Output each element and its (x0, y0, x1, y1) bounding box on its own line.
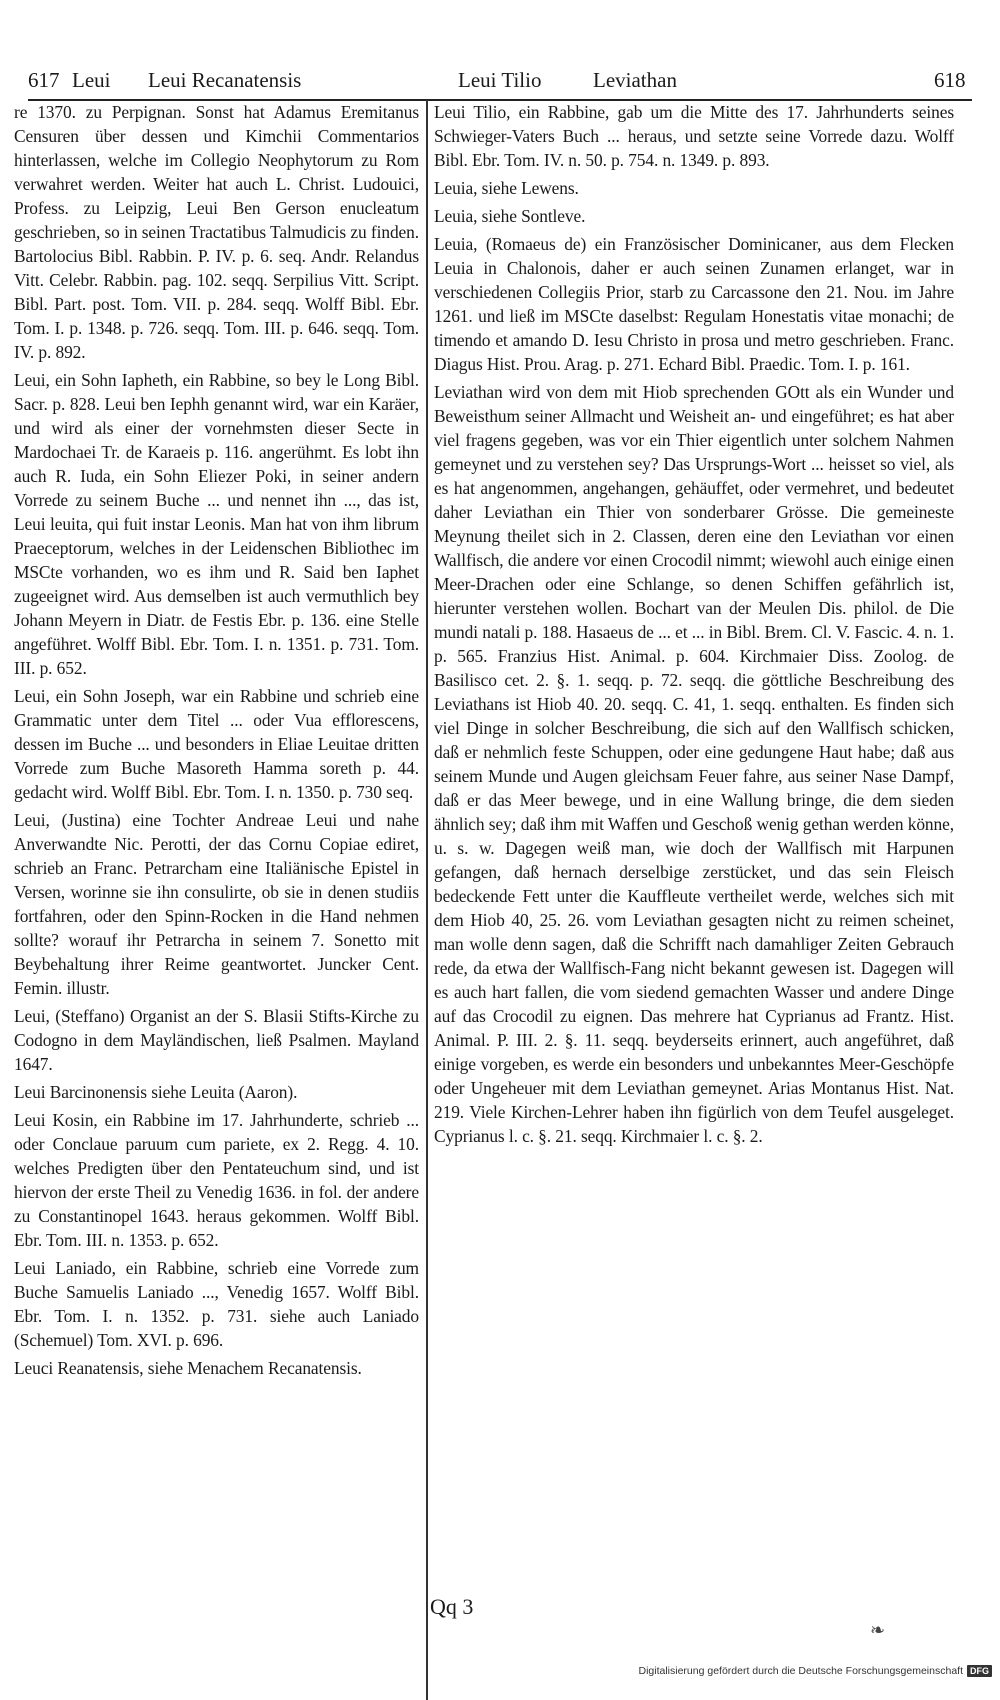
credit-text: Digitalisierung gefördert durch die Deutsche Forschungsgemeinschaft (638, 1665, 963, 1677)
entry-leui-laniado: Leui Laniado, ein Rabbine, schrieb eine Vorrede zum Buche Samuelis Laniado ..., Venedig 1657. Wolff Bibl. Ebr. Tom. I. n. 1352. p. 731. siehe auch Laniado (Schemuel) Tom. XVI. p. 696. (14, 1258, 419, 1350)
entry-leui-iapheth: Leui, ein Sohn Iapheth, ein Rabbine, so bey le Long Bibl. Sacr. p. 828. Leui ben Iephh genannt wird, war ein Karäer, und wird als einer der vornehmsten dieser Secte in Mardochaei Tr. de Karaeis p. 116. angerühmt. Es lobt ihn auch R. Iuda, ein Sohn Eliezer Poki, in seiner andern Vorrede zu seinem Buche ... und nennet ihn ..., das ist, Leui leuita, qui fuit instar Leonis. Man hat von ihm librum Praeceptorum, welches in der Leidenschen Bibliothec im MSCte vorhanden, wo es ihm und R. Said ben Iaphet zugeeignet wird. Aus demselben ist auch vermuthlich bey Johann Meyern in Diatr. de Festis Ebr. p. 136. eine Stelle angeführet. Wolff Bibl. Ebr. Tom. I. n. 1351. p. 731. Tom. III. p. 652. (14, 370, 419, 678)
digitization-credit (638, 1663, 992, 1679)
running-header (28, 64, 972, 98)
right-column (434, 100, 954, 1150)
header-keyword-leviathan: Leviathan (593, 68, 677, 92)
entry-continuation: re 1370. zu Perpignan. Sonst hat Adamus Eremitanus Censuren über dessen und Kimchii Commentarios hinterlassen, welche im Collegio Neophytorum zu Rom verwahret werden. Weiter hat auch L. Christ. Ludouici, Profess. zu Leipzig, Leui Ben Gerson enucleatum geschrieben, so in seinen Tractatibus Talmudicis zu finden. Bartolocius Bibl. Rabbin. P. IV. p. 6. seq. Andr. Relandus Vitt. Celebr. Rabbin. pag. 102. seqq. Serpilius Vitt. Script. Bibl. Part. post. Tom. VII. p. 284. seqq. Wolff Bibl. Ebr. Tom. I. p. 1348. p. 726. seqq. Tom. III. p. 646. seqq. Tom. IV. p. 892. (14, 102, 419, 362)
entry-leui-justina: Leui, (Justina) eine Tochter Andreae Leui und nahe Anverwandte Nic. Perotti, der das Cornu Copiae ediret, schrieb an Franc. Petrarcham eine Italiänische Epistel in Versen, worinne sie ihn consulirte, ob sie in denen studiis fortfahren, oder den Spinn-Rocken in die Hand nehmen sollte? worauf ihr Petrarcha in seinem 7. Sonetto mit Beybehaltung ihrer Reime geantwortet. Juncker Cent. Femin. illustr. (14, 810, 419, 998)
entry-leui-tilio: Leui Tilio, ein Rabbine, gab um die Mitte des 17. Jahrhunderts seines Schwieger-Vaters Buch ... heraus, und setzte seine Vorrede dazu. Wolff Bibl. Ebr. Tom. IV. n. 50. p. 754. n. 1349. p. 893. (434, 102, 954, 170)
header-keyword-leui: Leui (72, 68, 111, 92)
header-keyword-leui-recanatensis: Leui Recanatensis (148, 68, 302, 92)
page-number-left: 617 (28, 68, 60, 92)
entry-leui-joseph: Leui, ein Sohn Joseph, war ein Rabbine und schrieb eine Grammatic unter dem Titel ... oder Vua efflorescens, dessen im Buche ... und besonders in Eliae Leuitae dritten Vorrede zum Buche Masoreth Hamma soreth p. 44. gedacht wird. Wolff Bibl. Ebr. Tom. I. n. 1350. p. 730 seq. (14, 686, 419, 802)
entry-leuia-sontleve: Leuia, siehe Sontleve. (434, 206, 586, 226)
entry-leui-steffano: Leui, (Steffano) Organist an der S. Blasii Stifts-Kirche zu Codogno in dem Mayländischen, ließ Psalmen. Mayland 1647. (14, 1006, 419, 1074)
entry-leviathan: Leviathan wird von dem mit Hiob sprechenden GOtt als ein Wunder und Beweisthum seiner Allmacht und Weisheit an- und eingeführet; es hat aber viel fragens gegeben, was vor ein Thier eigentlich unter solchem Nahmen gemeynet und zu verstehen sey? Das Ursprungs-Wort ... heisset so viel, als es hat angenommen, angehangen, gehäuffet, oder vermehret, und bedeutet daher Leviathan ein Thier von sonderbarer Grösse. Die gemeineste Meynung theilet sich in 2. Classen, deren eine den Leviathan vor einen Wallfisch, die andere vor einen Crocodil nimmt; wiewohl auch einige einen Meer-Drachen oder eine Schlange, so denen Schiffen gefährlich ist, hierunter verstehen wollen. Bochart van der Meulen Dis. philol. de Die mundi natali p. 188. Hasaeus de ... et ... in Bibl. Brem. Cl. V. Fascic. 4. n. 1. p. 565. Franzius Hist. Animal. p. 604. Kirchmaier Diss. Zoolog. de Basilisco cet. 2. §. 1. seqq. p. 72. seqq. die göttliche Beschreibung des Leviathans ist Hiob 40. 20. seqq. C. 41, 1. seqq. enthalten. Es finden sich viel Dinge in solcher Beschreibung, die sich auf den Wallfisch schicken, daß er nehmlich feste Schuppen, oder eine gedungene Haut habe; daß aus seinem Munde und Augen gleichsam Feuer fahre, aus seiner Nase Dampf, daß er das Meer bewege, und in eine Wallung bringe, die dem sieden ähnlich sey; daß ihm mit Waffen und Geschoß wenig gethan werden könne, u. s. w. Dagegen weiß man, wie doch der Wallfisch mit Harpunen gefangen, daß hernach derselbige zerstücket, und das sein Fleisch bedeckende Fett unter die Kauffleute vertheilet werde, welches sich mit dem Hiob 40, 25. 26. vom Leviathan gesagten nicht zu reimen scheinet, man wolle denn sagen, daß die Schrifft nach damahliger Zeiten Gebrauch rede, da etwa der Wallfisch-Fang nicht bekannt gewesen ist. Dagegen will es auch hart fallen, die vom siedend gemachten Wasser und andere Dinge auf das Crocodil zu eignen. Das mehrere hat Cyprianus ad Frantz. Hist. Animal. P. III. 2. §. 11. seqq. beyderseits erinnert, auch angeführet, daß einige vorgeben, es werde ein besonders und unbekanntes Meer-Geschöpfe oder Ungeheuer mit dem Leviathan gemeynet. Arias Montanus Hist. Nat. 219. Viele Kirchen-Lehrer haben ihn figürlich von dem Teufel ausgeleget. Cyprianus l. c. §. 21. seqq. Kirchmaier l. c. §. 2. (434, 382, 954, 1146)
left-column (14, 100, 419, 1382)
entry-leuia-lewens: Leuia, siehe Lewens. (434, 178, 579, 198)
page-footer (0, 1594, 1000, 1624)
entry-leui-barcinonensis: Leui Barcinonensis siehe Leuita (Aaron). (14, 1082, 298, 1102)
entry-leui-kosin: Leui Kosin, ein Rabbine im 17. Jahrhunderte, schrieb ... oder Conclaue paruum cum pariete, ex 2. Regg. 4. 10. welches Predigten über den Pentateuchum sind, und ist hiervon der erste Theil zu Venedig 1636. in fol. der andere zu Constantinopel 1643. heraus gekommen. Wolff Bibl. Ebr. Tom. III. n. 1353. p. 652. (14, 1110, 419, 1250)
dfg-logo: DFG (967, 1665, 992, 1677)
entry-leuci-reanatensis: Leuci Reanatensis, siehe Menachem Recanatensis. (14, 1358, 362, 1378)
signature-mark: Qq 3 (430, 1594, 474, 1619)
page-number-right: 618 (934, 68, 966, 92)
entry-leuia-romaeus: Leuia, (Romaeus de) ein Französischer Dominicaner, aus dem Flecken Leuia in Chalonois, daher er auch seinen Zunamen erlanget, war in verschiedenen Collegiis Prior, starb zu Carcassone den 21. Nou. im Jahre 1261. und ließ im MSCte daselbst: Regulam Honestatis vitae monachi; de timendo et amando D. Iesu Christo in prosa und metro geschrieben. Franc. Diagus Hist. Prou. Arag. p. 271. Echard Bibl. Praedic. Tom. I. p. 161. (434, 234, 954, 374)
ornament-mark: ❧ (870, 1620, 886, 1641)
header-keyword-leui-tilio: Leui Tilio (458, 68, 542, 92)
column-divider (426, 100, 428, 1700)
